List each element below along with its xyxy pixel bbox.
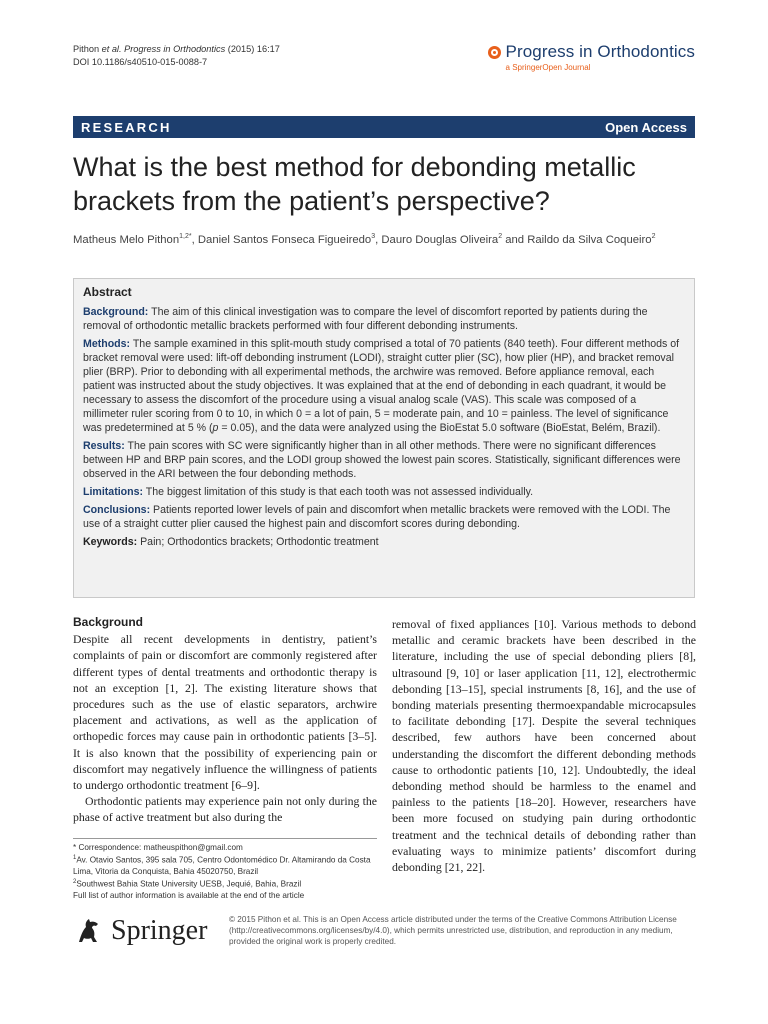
journal-name: Progress in Orthodontics bbox=[505, 42, 695, 61]
author-affiliation-mark: 2 bbox=[498, 233, 503, 240]
author-name: Matheus Melo Pithon bbox=[73, 233, 180, 246]
author-list bbox=[73, 233, 703, 246]
section-text: The pain scores with SC were significantly higher than in all other methods. There were no significant differences between HP and BRP pain scores, and the LODI group showed the lowest pain scores. Statistically, significant differences were observed in the ARI between the four debonding methods. bbox=[83, 440, 681, 480]
author-name: Daniel Santos Fonseca Figueiredo bbox=[197, 233, 372, 246]
author-name: Raildo da Silva Coqueiro bbox=[527, 233, 652, 246]
citation-authors: Pithon bbox=[73, 44, 102, 54]
citation-block bbox=[73, 43, 280, 69]
section-text: The biggest limitation of this study is that each tooth was not assessed individually. bbox=[143, 486, 534, 498]
paragraph: removal of fixed appliances [10]. Various methods to debond metallic and ceramic brackets have been described in the literature, including the use of special debonding pliers [8], ultrasound [9, 10] or laser application [11, 12], electrothermic debonding [13–15], special instruments [8, 16], and the use of bonding materials presenting thermoexpandable microcapsules to facilitate debonding [17]. Despite the several techniques described, few authors have been concerned about understanding the discomfort the different debonding methods cause to orthodontic patients [10, 12]. Undoubtedly, the ideal debonding method should be harmless to the enamel and painless to the patients [18–20]. However, researchers have been more focused on studying pain during orthodontic treatment and the technical details of debonding rather than evaluating ways to minimize patients’ discomfort during debonding [21, 22]. bbox=[392, 617, 696, 875]
abstract-background bbox=[83, 305, 684, 333]
author-affiliation-mark: 1,2* bbox=[179, 233, 192, 240]
citation-journal: et al. Progress in Orthodontics bbox=[101, 44, 226, 54]
p-symbol: p bbox=[212, 422, 219, 434]
section-label: Results: bbox=[83, 440, 125, 452]
abstract-methods bbox=[83, 337, 684, 435]
author-separator: and bbox=[502, 233, 528, 246]
open-access-label: Open Access bbox=[605, 119, 687, 135]
journal-logo bbox=[488, 42, 695, 72]
section-text: = 0.05), and the data were analyzed using the BioEstat 5.0 software (BioEstat, Belém, Brazil). bbox=[218, 422, 661, 434]
affiliation-mark: 2 bbox=[73, 879, 77, 886]
abstract-conclusions bbox=[83, 503, 684, 531]
section-text: Patients reported lower levels of pain and discomfort when metallic brackets were removed with the LODI. The use of a straight cutter plier caused the highest pain and discomfort scores during debonding. bbox=[83, 504, 671, 530]
section-label: Keywords: bbox=[83, 536, 138, 548]
affiliation-text: Southwest Bahia State University UESB, Jequié, Bahia, Brazil bbox=[76, 880, 302, 890]
springer-logo bbox=[73, 915, 207, 947]
journal-subtitle: a SpringerOpen Journal bbox=[505, 63, 591, 72]
affiliation-1 bbox=[73, 853, 377, 877]
license-text: © 2015 Pithon et al. This is an Open Access article distributed under the terms of the Creative Commons Attribution License (http://creativecommons.org/licenses/by/4.0), which permits unrestricted use, distribution, and reproduction in any medium, provided the original work is properly credited. bbox=[229, 915, 677, 947]
section-text: The sample examined in this split-mouth study comprised a total of 70 patients (840 teeth). Four different methods of bracket removal were used: lift-off debonding instrument (LODI), straight cutter plier (SC), how plier (HP), and bracket removal plier (BRP). Prior to debonding with all experimental methods, the archwire was removed. Before appliance removal, each patient was instructed about the study objectives. It was explained that at the end of debonding in each quadrant, it would be necessary to assess the discomfort of the procedure using a visual analog scale (VAS). This scale was composed of a millimeter ruler scoring from 0 to 10, in which 0 = a lot of pain, 5 = moderate pain, and 10 = painless. The level of significance was predetermined at 5 % ( bbox=[83, 338, 680, 434]
section-label: Methods: bbox=[83, 338, 131, 350]
author-affiliation-mark: 2 bbox=[651, 233, 656, 240]
article-title: What is the best method for debonding metallic brackets from the patient’s perspective? bbox=[73, 152, 636, 216]
abstract-heading: Abstract bbox=[83, 285, 132, 299]
journal-mark-icon bbox=[488, 46, 501, 59]
citation-line bbox=[73, 43, 280, 56]
affiliation-text: Av. Otavio Santos, 395 sala 705, Centro Odontomédico Dr. Altamirando da Costa Lima, Vitoria da Conquista, Bahia 45020750, Brazil bbox=[73, 855, 371, 877]
correspondence: * Correspondence: matheuspithon@gmail.com bbox=[73, 843, 243, 852]
author-affiliation-mark: 3 bbox=[371, 233, 376, 240]
author-info-note: Full list of author information is available at the end of the article bbox=[73, 891, 305, 901]
abstract-keywords bbox=[83, 535, 684, 549]
footnotes bbox=[73, 838, 377, 901]
affiliation-mark: 1 bbox=[73, 855, 77, 862]
paragraph: Despite all recent developments in dentistry, patient’s complaints of pain or discomfort are commonly registered after different types of dental treatments and orthodontic therapy is not an exception [1, 2]. The existing literature shows that procedures such as the use of elastic separators, archwire placement and activations, as well as the application of orthopedic forces may cause pain in orthodontic patients [3–5]. It is also known that the possibility of experiencing pain or discomfort may negatively influence the willingness of patients to undergo orthodontic treatment [6–9]. bbox=[73, 632, 377, 793]
abstract-box bbox=[73, 278, 695, 598]
section-heading: Background bbox=[73, 615, 144, 629]
article-type: RESEARCH bbox=[81, 119, 172, 135]
section-label: Background: bbox=[83, 306, 149, 318]
springer-wordmark: Springer bbox=[111, 915, 208, 946]
section-text: Pain; Orthodontics brackets; Orthodontic treatment bbox=[137, 536, 379, 548]
abstract-limitations bbox=[83, 485, 684, 499]
springer-horse-icon bbox=[73, 915, 105, 947]
author-separator: , bbox=[191, 233, 198, 246]
author-name: Dauro Douglas Oliveira bbox=[381, 233, 499, 246]
article-type-banner bbox=[73, 116, 695, 138]
section-text: The aim of this clinical investigation was to compare the level of discomfort reported by patients during the removal of orthodontic metallic brackets performed with four different debonding instruments. bbox=[83, 306, 648, 332]
affiliation-2 bbox=[73, 877, 377, 890]
section-label: Conclusions: bbox=[83, 504, 151, 516]
citation-year: (2015) 16:17 bbox=[225, 44, 280, 54]
paragraph: Orthodontic patients may experience pain not only during the phase of active treatment but also during the bbox=[73, 794, 377, 825]
body-column-right bbox=[392, 616, 696, 875]
body-column-left bbox=[73, 614, 377, 826]
author-separator: , bbox=[375, 233, 382, 246]
abstract-results bbox=[83, 439, 684, 481]
doi: DOI 10.1186/s40510-015-0088-7 bbox=[73, 57, 208, 67]
section-label: Limitations: bbox=[83, 486, 144, 498]
